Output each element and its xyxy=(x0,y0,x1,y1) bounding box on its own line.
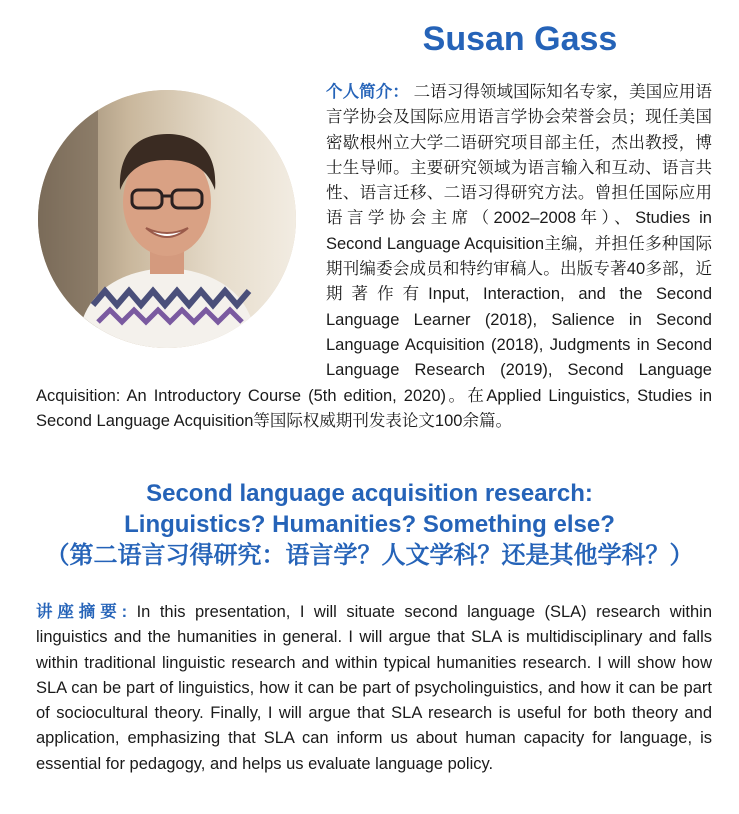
lecture-abstract xyxy=(36,600,712,777)
lecture-title xyxy=(20,478,719,572)
bio-label: 个人简介： xyxy=(326,83,409,101)
lecture-title-line-1: Second language acquisition research: xyxy=(146,480,593,507)
bio-text: 二语习得领域国际知名专家，美国应用语言学协会及国际应用语言学协会荣誉会员；现任美国密歇根州立大学二语研究项目部主任，杰出教授，博士生导师。主要研究领域为语言输入和互动、语言共性、语言迁移、二语习得研究方法。曾担任国际应用语言学协会主席（2002–2008年）、Studies in Second Language Acquisition主编，并担任多种国际期刊编委会成员和特约审稿人。出版专著40多部，近期著作有Input, Interaction, and the Second Language Learner (2018), Salience in Second Language Acquisition (2018), Judgments in Second Language Research (2019), Second Language Acquisition: An Introductory Course (5th edition, 2020)。在Applied Linguistics, Studies in Second Language Acquisition等国际权威期刊发表论文100余篇。 xyxy=(36,83,712,430)
abstract-label: 讲座摘要: xyxy=(36,603,128,621)
photo-spacer xyxy=(36,80,326,370)
abstract-text: In this presentation, I will situate second language (SLA) research within linguistics and the humanities in general. I will argue that SLA is multidisciplinary and falls within traditional linguistic research and within typical humanities research. I will show how SLA can be part of linguistics, how it can be part of psycholinguistics, and how it can be part of sociocultural theory. Finally, I will argue that SLA research is useful for both theory and application, emphasizing that SLA can inform us about human capacity for language, is essential for pedagogy, and helps us evaluate language policy. xyxy=(36,603,712,773)
lecture-title-line-2: Linguistics? Humanities? Something else? xyxy=(124,511,615,538)
speaker-name: Susan Gass xyxy=(422,20,618,58)
lecture-title-chinese: （第二语言习得研究：语言学？人文学科？还是其他学科？） xyxy=(45,542,694,569)
speaker-bio xyxy=(36,80,712,434)
